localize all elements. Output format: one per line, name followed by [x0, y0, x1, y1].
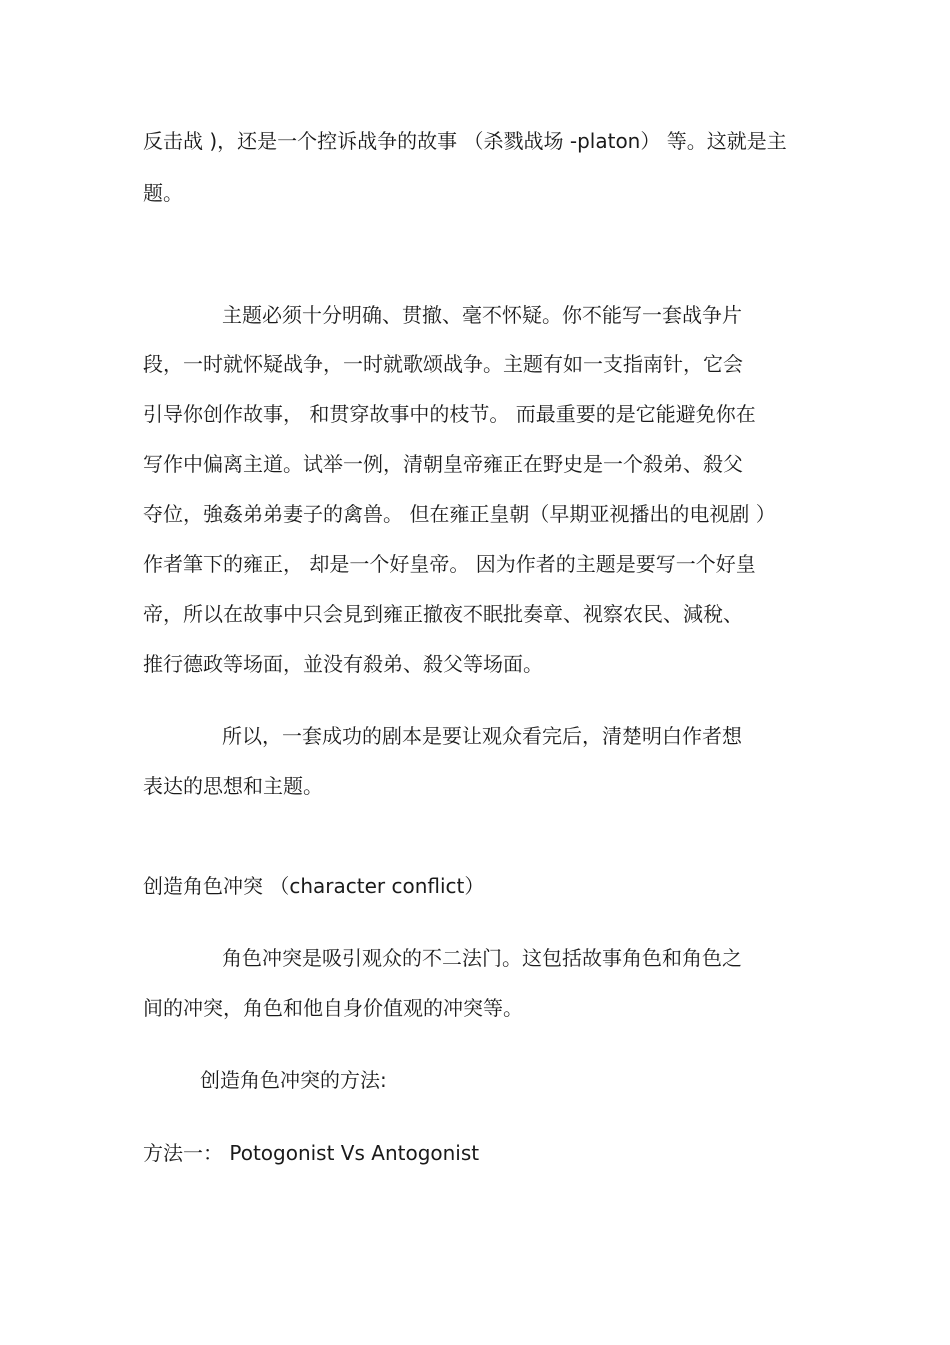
- text-line: 写作中偏离主道。试举一例，清朝皇帝雍正在野史是一个殺弟、殺父: [143, 452, 743, 476]
- text-line: 引导你创作故事， 和贯穿故事中的枝节。 而最重要的是它能避免你在: [143, 402, 756, 426]
- text-line: 段，一时就怀疑战争，一时就歌颂战争。主题有如一支指南针，它会: [143, 352, 743, 376]
- method-line: 方法一： Potogonist Vs Antogonist: [143, 1141, 480, 1165]
- text-line: 表达的思想和主题。: [143, 774, 323, 798]
- text-line: 推行德政等场面，並没有殺弟、殺父等场面。: [143, 652, 543, 676]
- paragraph-start-line: 角色冲突是吸引观众的不二法门。这包括故事角色和角色之: [222, 946, 742, 970]
- text-line: 间的冲突，角色和他自身价值观的冲突等。: [143, 996, 523, 1020]
- subheading: 创造角色冲突的方法:: [200, 1068, 387, 1092]
- text-line: 夺位，強姦弟弟妻子的禽兽。 但在雍正皇朝（早期亚视播出的电视剧 ）: [143, 502, 776, 526]
- text-line: 帝，所以在故事中只会見到雍正撤夜不眠批奏章、视察农民、減稅、: [143, 602, 743, 626]
- paragraph-start-line: 所以，一套成功的剧本是要让观众看完后，清楚明白作者想: [222, 724, 742, 748]
- paragraph-start-line: 主题必须十分明确、贯撤、毫不怀疑。你不能写一套战争片: [222, 303, 742, 327]
- text-line: 题。: [143, 181, 183, 205]
- text-line: 反击战 )，还是一个控诉战争的故事 （杀戮战场 -platon） 等。这就是主: [143, 129, 787, 153]
- text-line: 作者筆下的雍正， 却是一个好皇帝。 因为作者的主题是要写一个好皇: [143, 552, 756, 576]
- section-heading: 创造角色冲突 （character conflict）: [143, 874, 485, 898]
